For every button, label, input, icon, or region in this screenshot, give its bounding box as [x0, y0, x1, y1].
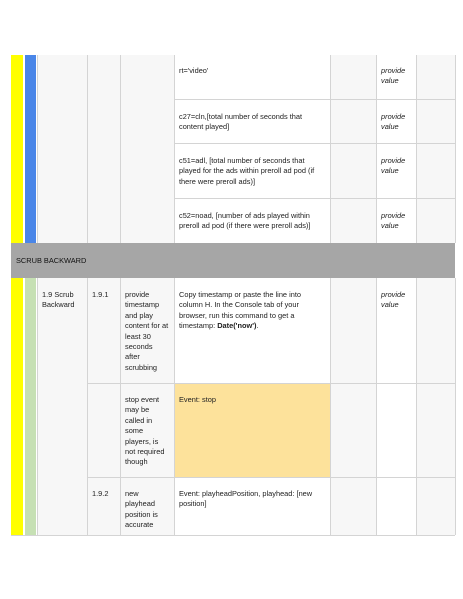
test-name-cell: 1.9 Scrub Backward — [42, 290, 75, 310]
detail-cell: Copy timestamp or paste the line into column H. In the Console tab of your browser, run this command to get a timestamp: Date('now'). — [179, 290, 302, 331]
result-cell: provide value — [381, 156, 406, 176]
step-cell: stop event may be called in some players, is not required though — [125, 395, 165, 467]
test-id-cell: 1.9.1 — [92, 290, 109, 299]
gray-column-d-bottom — [330, 278, 376, 535]
gray-column-a-top — [37, 55, 87, 243]
detail-cell: c52=noad, [number of ads played within preroll ad pod (if there were preroll ads)] — [179, 211, 311, 231]
result-cell: provide value — [381, 112, 406, 132]
gray-column-c-top — [120, 55, 174, 243]
detail-cell: Event: playheadPosition, playhead: [new position] — [179, 489, 313, 509]
result-cell: provide value — [381, 290, 406, 310]
yellow-stripe-top — [11, 55, 23, 243]
step-cell: provide timestamp and play content for at least 30 seconds after scrubbing — [125, 290, 169, 372]
detail-cell: Event: stop — [179, 395, 216, 404]
gray-column-b-top — [87, 55, 120, 243]
gray-column-a-bottom — [37, 278, 87, 535]
gray-column-e-bottom — [416, 278, 455, 535]
gray-column-e-top — [416, 55, 455, 243]
result-cell: provide value — [381, 66, 406, 86]
detail-cell: c51=adl, [total number of seconds that played for the ads within preroll ad pod (if there were preroll ads)] — [179, 156, 315, 186]
detail-cell: c27=cln,[total number of seconds that content played] — [179, 112, 303, 132]
blue-stripe-top — [25, 55, 36, 243]
detail-cell: rt='video' — [179, 66, 209, 75]
section-title: SCRUB BACKWARD — [16, 256, 87, 265]
test-id-cell: 1.9.2 — [92, 489, 109, 498]
step-cell: new playhead position is accurate — [125, 489, 158, 530]
gray-column-d-top — [330, 55, 376, 243]
yellow-stripe-bottom — [11, 278, 23, 535]
green-stripe-bottom — [25, 278, 36, 535]
result-cell: provide value — [381, 211, 406, 231]
